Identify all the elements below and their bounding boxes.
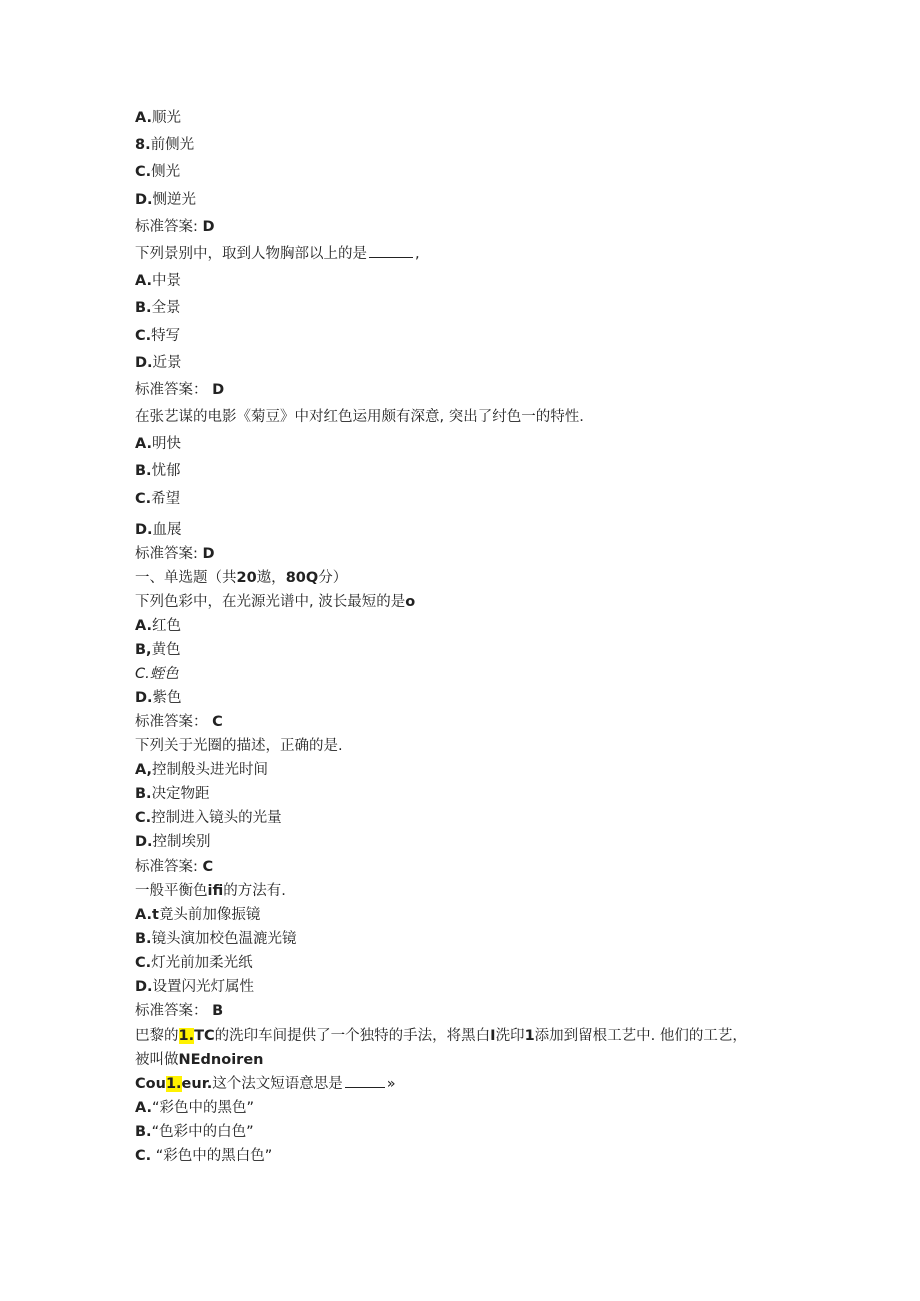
- option-a-line: [135, 1098, 254, 1118]
- bold-text: I: [490, 1028, 496, 1044]
- line-text: 标准答案:: [135, 859, 203, 875]
- option-b-line: [135, 461, 181, 481]
- option-a-line: [135, 108, 181, 128]
- bold-text: 8.: [135, 137, 151, 153]
- bold-text: C.: [135, 810, 152, 826]
- line-text: 在张艺谋的电影《菊豆》中对红色运用颇有深意, 突出了纣色一的特性.: [135, 409, 584, 425]
- line-text: 下列色彩中，在光源光谱中, 波长最短的是: [135, 594, 406, 610]
- bold-text: D: [202, 219, 215, 235]
- bold-text: B.: [135, 300, 152, 316]
- line-text: 黄色: [151, 642, 181, 658]
- option-a-line: [135, 905, 260, 925]
- line-text: 洗印: [495, 1028, 525, 1044]
- answer-line: [135, 544, 215, 564]
- line-text: 下列关于光圈的描述，正确的是.: [135, 738, 343, 754]
- line-text: 添加到留根工艺中. 他们的工艺，: [534, 1028, 747, 1044]
- highlighted-text: 1.: [165, 1076, 182, 1092]
- option-c-line: [135, 489, 180, 509]
- option-d-line: [135, 832, 211, 852]
- line-text: 标准答案：: [135, 714, 213, 730]
- question-line-cont: [135, 1050, 263, 1070]
- bold-text: TC: [194, 1028, 215, 1044]
- line-text: 镜头演加校色温漉光镜: [151, 931, 297, 947]
- line-text: 红色: [152, 618, 181, 634]
- option-d-line: [135, 353, 182, 373]
- answer-line: [135, 217, 215, 237]
- option-a-line: [135, 434, 181, 454]
- bold-text: D: [202, 546, 215, 562]
- line-text: 标准答案:: [135, 219, 203, 235]
- line-text: 侧光: [151, 164, 181, 180]
- bold-text: C.: [135, 955, 152, 971]
- line-text: “彩色中的黑色”: [152, 1100, 255, 1116]
- line-text: 被叫做: [135, 1052, 179, 1068]
- bold-text: D.: [135, 355, 153, 371]
- option-b-line: [135, 784, 210, 804]
- option-a-line: [135, 760, 268, 780]
- line-text: 特写: [151, 328, 181, 344]
- question-line: [135, 736, 343, 756]
- line-text: 这个法文短语意思是: [212, 1076, 343, 1092]
- italic-text: C.蛭色: [135, 666, 179, 682]
- bold-text: D.: [135, 834, 153, 850]
- line-text: 决定物距: [151, 786, 210, 802]
- bold-text: A.: [135, 1100, 152, 1116]
- line-text: 的洗印车间提供了一个独特的手法，将黑白: [214, 1028, 491, 1044]
- line-text: 竟头前加像振镜: [158, 907, 261, 923]
- line-text: 一般平衡色: [135, 883, 208, 899]
- line-text: »: [386, 1076, 396, 1092]
- option-a-line: [135, 271, 181, 291]
- line-text: 的方法有.: [223, 883, 286, 899]
- line-text: 遨，: [256, 570, 286, 586]
- bold-text: B.: [135, 1124, 152, 1140]
- bold-text: A.: [135, 273, 152, 289]
- option-c-line: [135, 1146, 272, 1166]
- bold-text: B: [212, 1003, 224, 1019]
- line-text: 忧郁: [151, 463, 181, 479]
- line-text: 顺光: [152, 110, 181, 126]
- line-text: 明快: [152, 436, 181, 452]
- option-d-line: [135, 688, 182, 708]
- line-text: 控制进入镜头的光量: [151, 810, 282, 826]
- option-c-line: [135, 326, 180, 346]
- option-d-line: [135, 190, 196, 210]
- line-text: 控制埃别: [152, 834, 211, 850]
- bold-text: C.: [135, 1148, 152, 1164]
- question-line: [135, 881, 286, 901]
- bold-text: 20: [236, 570, 257, 586]
- option-c-line: [135, 953, 253, 973]
- line-text: 血展: [152, 522, 182, 538]
- bold-text: C: [212, 714, 223, 730]
- highlighted-text: 1.: [178, 1028, 195, 1044]
- question-line: [135, 407, 584, 427]
- bold-text: D.: [135, 979, 153, 995]
- answer-line: [135, 712, 223, 732]
- section-heading: [135, 568, 347, 588]
- answer-line: [135, 380, 224, 400]
- line-text: 设置闪光灯属性: [152, 979, 255, 995]
- line-text: ,: [415, 246, 420, 262]
- bold-text: o: [405, 594, 416, 610]
- question-line: [135, 244, 420, 264]
- line-text: 一、单选题（共: [135, 570, 237, 586]
- bold-text: ifi: [207, 883, 224, 899]
- answer-blank: [369, 256, 413, 258]
- line-text: 标准答案：: [135, 1003, 213, 1019]
- bold-text: D.: [135, 192, 153, 208]
- bold-text: D.: [135, 690, 153, 706]
- option-c-line: [135, 808, 282, 828]
- option-b-line: [135, 929, 297, 949]
- option-c-line: [135, 664, 179, 684]
- option-d-line: [135, 977, 254, 997]
- line-text: 前侧光: [150, 137, 195, 153]
- bold-text: C.: [135, 491, 152, 507]
- line-text: 标准答案：: [135, 382, 213, 398]
- line-text: 灯光前加柔光纸: [151, 955, 253, 971]
- line-text: 恻逆光: [152, 192, 197, 208]
- bold-text: B.: [135, 931, 152, 947]
- line-text: “色彩中的白色”: [151, 1124, 254, 1140]
- option-a-line: [135, 616, 181, 636]
- bold-text: Cou: [135, 1076, 166, 1092]
- bold-text: C.: [135, 164, 152, 180]
- bold-text: C: [202, 859, 214, 875]
- line-text: 下列景别中，取到人物胸部以上的是: [135, 246, 367, 262]
- bold-text: B,: [135, 642, 152, 658]
- question-line: [135, 1026, 747, 1046]
- bold-text: eur.: [181, 1076, 213, 1092]
- bold-text: A.t: [135, 907, 159, 923]
- option-b-line: [135, 135, 194, 155]
- line-text: 标准答案:: [135, 546, 203, 562]
- bold-text: B.: [135, 463, 152, 479]
- line-text: 巴黎的: [135, 1028, 179, 1044]
- line-text: 分）: [318, 570, 348, 586]
- bold-text: NEdnoiren: [178, 1052, 264, 1068]
- bold-text: A.: [135, 618, 152, 634]
- bold-text: 1: [524, 1028, 535, 1044]
- line-text: 希望: [151, 491, 181, 507]
- answer-line: [135, 1001, 223, 1021]
- bold-text: C.: [135, 328, 152, 344]
- line-text: 全景: [151, 300, 181, 316]
- line-text: 控制般头进光时间: [152, 762, 268, 778]
- answer-blank: [345, 1086, 385, 1088]
- option-b-line: [135, 298, 181, 318]
- line-text: 紫色: [152, 690, 182, 706]
- bold-text: D.: [135, 522, 153, 538]
- bold-text: B.: [135, 786, 152, 802]
- line-text: 中景: [152, 273, 181, 289]
- bold-text: 80Q: [285, 570, 319, 586]
- bold-text: A.: [135, 110, 152, 126]
- option-c-line: [135, 162, 180, 182]
- option-b-line: [135, 640, 181, 660]
- option-b-line: [135, 1122, 254, 1142]
- option-d-line: [135, 520, 182, 540]
- bold-text: D: [212, 382, 225, 398]
- bold-text: A,: [135, 762, 152, 778]
- question-line-cont: [135, 1074, 396, 1094]
- question-line: [135, 592, 415, 612]
- bold-text: A.: [135, 436, 152, 452]
- answer-line: [135, 857, 213, 877]
- line-text: 近景: [152, 355, 182, 371]
- line-text: “彩色中的黑白色”: [151, 1148, 273, 1164]
